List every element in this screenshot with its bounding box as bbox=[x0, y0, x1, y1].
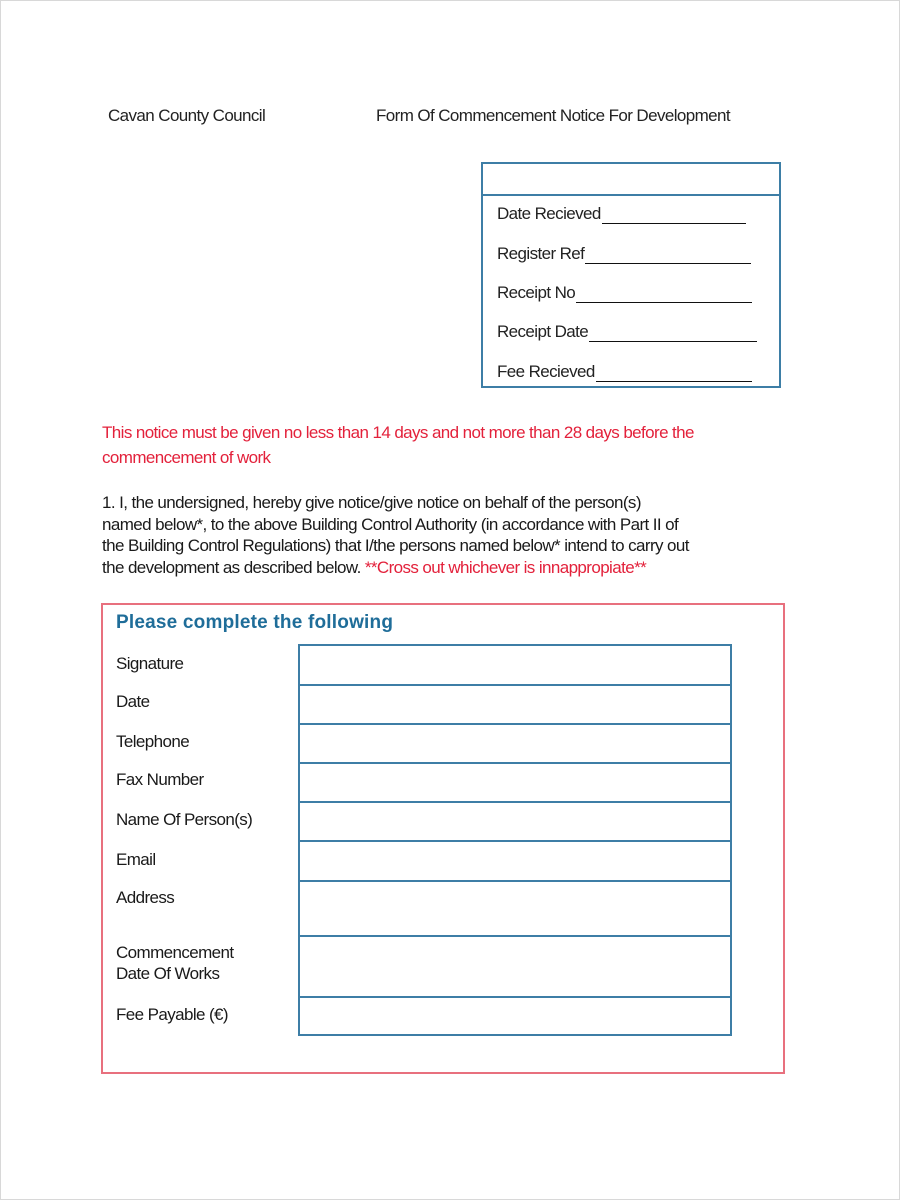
declaration-line: 1. I, the undersigned, hereby give notice/give notice on behalf of the person(s) bbox=[102, 493, 641, 512]
label-fax-number: Fax Number bbox=[116, 770, 204, 789]
office-label: Receipt Date bbox=[497, 322, 589, 341]
office-label: Fee Recieved bbox=[497, 362, 595, 381]
signature-field[interactable] bbox=[298, 644, 732, 686]
notice-warning-line: This notice must be given no less than 14 days and not more than 28 days before the bbox=[102, 423, 694, 442]
date-field[interactable] bbox=[298, 684, 732, 725]
declaration-line bbox=[102, 557, 802, 579]
office-blank-line[interactable] bbox=[576, 288, 752, 303]
declaration-line: the Building Control Regulations) that I/the persons named below* intend to carry out bbox=[102, 536, 689, 555]
fee-payable-field[interactable] bbox=[298, 996, 732, 1036]
office-row-register-ref bbox=[497, 244, 751, 264]
declaration-text: the development as described below. bbox=[102, 557, 365, 577]
form-title: Form Of Commencement Notice For Development bbox=[376, 106, 730, 125]
label-fee-payable: Fee Payable (€) bbox=[116, 1005, 228, 1024]
office-use-header-strip bbox=[483, 164, 779, 196]
label-email: Email bbox=[116, 850, 156, 869]
office-label: Receipt No bbox=[497, 283, 576, 302]
declaration-line: named below*, to the above Building Control Authority (in accordance with Part II of bbox=[102, 514, 679, 534]
label-commencement-date bbox=[116, 942, 286, 984]
label-signature: Signature bbox=[116, 654, 184, 673]
label-line: Commencement bbox=[116, 943, 234, 962]
email-field[interactable] bbox=[298, 840, 732, 882]
label-date: Date bbox=[116, 692, 150, 711]
office-blank-line[interactable] bbox=[589, 327, 757, 342]
office-blank-line[interactable] bbox=[596, 367, 752, 382]
label-name-of-persons: Name Of Person(s) bbox=[116, 810, 253, 829]
label-line: Date Of Works bbox=[116, 964, 220, 983]
office-row-receipt-no bbox=[497, 283, 752, 303]
office-row-date-received bbox=[497, 204, 746, 224]
office-blank-line[interactable] bbox=[602, 209, 746, 224]
telephone-field[interactable] bbox=[298, 723, 732, 764]
label-telephone: Telephone bbox=[116, 732, 190, 751]
office-label: Date Recieved bbox=[497, 204, 601, 223]
name-of-persons-field[interactable] bbox=[298, 801, 732, 842]
declaration-paragraph bbox=[102, 492, 802, 578]
cross-out-note: **Cross out whichever is innappropiate** bbox=[364, 557, 647, 577]
office-row-receipt-date bbox=[497, 322, 757, 342]
notice-warning bbox=[102, 420, 802, 470]
office-blank-line[interactable] bbox=[585, 249, 751, 264]
fax-number-field[interactable] bbox=[298, 762, 732, 803]
council-name: Cavan County Council bbox=[108, 106, 266, 125]
office-row-fee-received bbox=[497, 362, 752, 382]
form-section-title: Please complete the following bbox=[116, 612, 394, 633]
address-field[interactable] bbox=[298, 880, 732, 937]
notice-warning-line: commencement of work bbox=[102, 448, 271, 467]
label-address: Address bbox=[116, 888, 175, 907]
commencement-date-field[interactable] bbox=[298, 935, 732, 998]
office-label: Register Ref bbox=[497, 244, 585, 263]
office-use-box bbox=[481, 162, 781, 388]
